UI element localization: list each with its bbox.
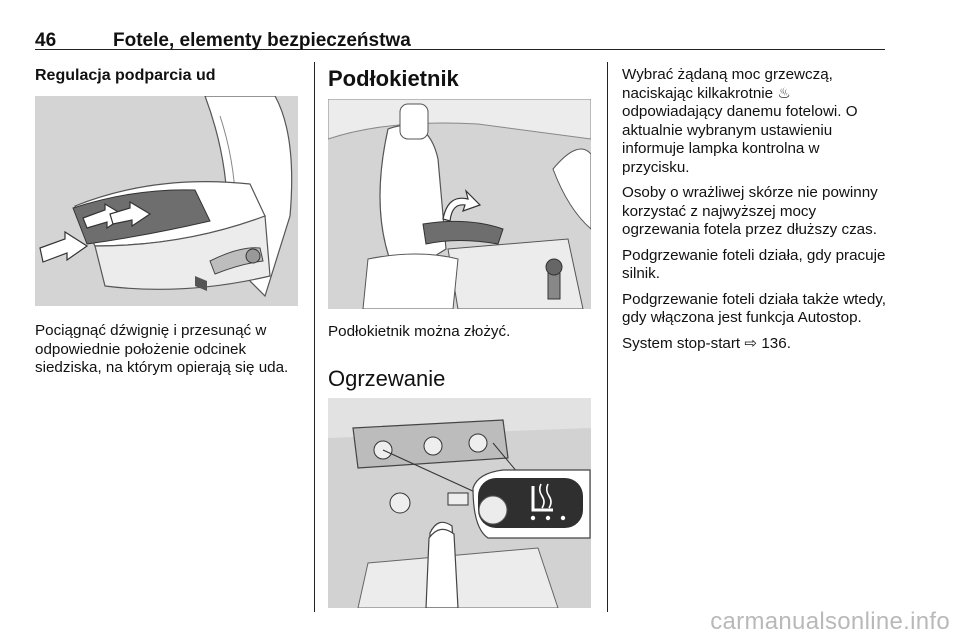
paragraph: Wybrać żądaną moc grzewczą, naciskając kilkakrotnie ♨ odpowiadający danemu fotelowi. O aktualnie wybranym ustawieniu informuje lampka kontrolna w przycisku. <box>622 66 858 176</box>
cross-reference[interactable] <box>622 335 888 354</box>
armrest-text <box>328 323 596 342</box>
column-divider <box>607 62 608 612</box>
section-heating <box>328 366 596 392</box>
column-thigh-support <box>35 66 303 86</box>
paragraph: Pociągnąć dźwignię i przesunąć w odpowiednie położenie odcinek siedziska, na którym opierają się uda. <box>35 322 289 376</box>
section-heading-heating: Ogrzewanie <box>328 366 446 391</box>
seat-heating-controls-illustration <box>328 398 591 608</box>
paragraph: Podłokietnik można złożyć. <box>328 323 511 340</box>
section-heading-armrest: Podłokietnik <box>328 66 459 91</box>
paragraph: Podgrzewanie foteli działa, gdy pracuje silnik. <box>622 246 886 282</box>
seat-thigh-support-illustration <box>35 96 298 306</box>
cross-reference-page: 136. <box>761 334 791 352</box>
page-title: Fotele, elementy bezpieczeństwa <box>113 30 411 51</box>
paragraph: Osoby o wrażliwej skórze nie powinny korzystać z najwyższej mocy ogrzewania fotela przez dłuższy czas. <box>622 184 878 238</box>
arrow-right-icon: ⇨ <box>744 334 758 352</box>
armrest-illustration <box>328 99 591 309</box>
column-armrest <box>328 66 596 92</box>
thigh-support-text <box>35 322 307 378</box>
watermark: carmanualsonline.info <box>710 608 950 635</box>
section-heading-thigh-support: Regulacja podparcia ud <box>35 67 216 84</box>
page-header <box>35 30 885 50</box>
column-divider <box>314 62 315 612</box>
column-heating-text <box>622 66 888 353</box>
paragraph: Podgrzewanie foteli działa także wtedy, gdy włączona jest funkcja Autostop. <box>622 290 886 326</box>
cross-reference-label: System stop-start <box>622 334 741 352</box>
page-number: 46 <box>35 30 57 51</box>
